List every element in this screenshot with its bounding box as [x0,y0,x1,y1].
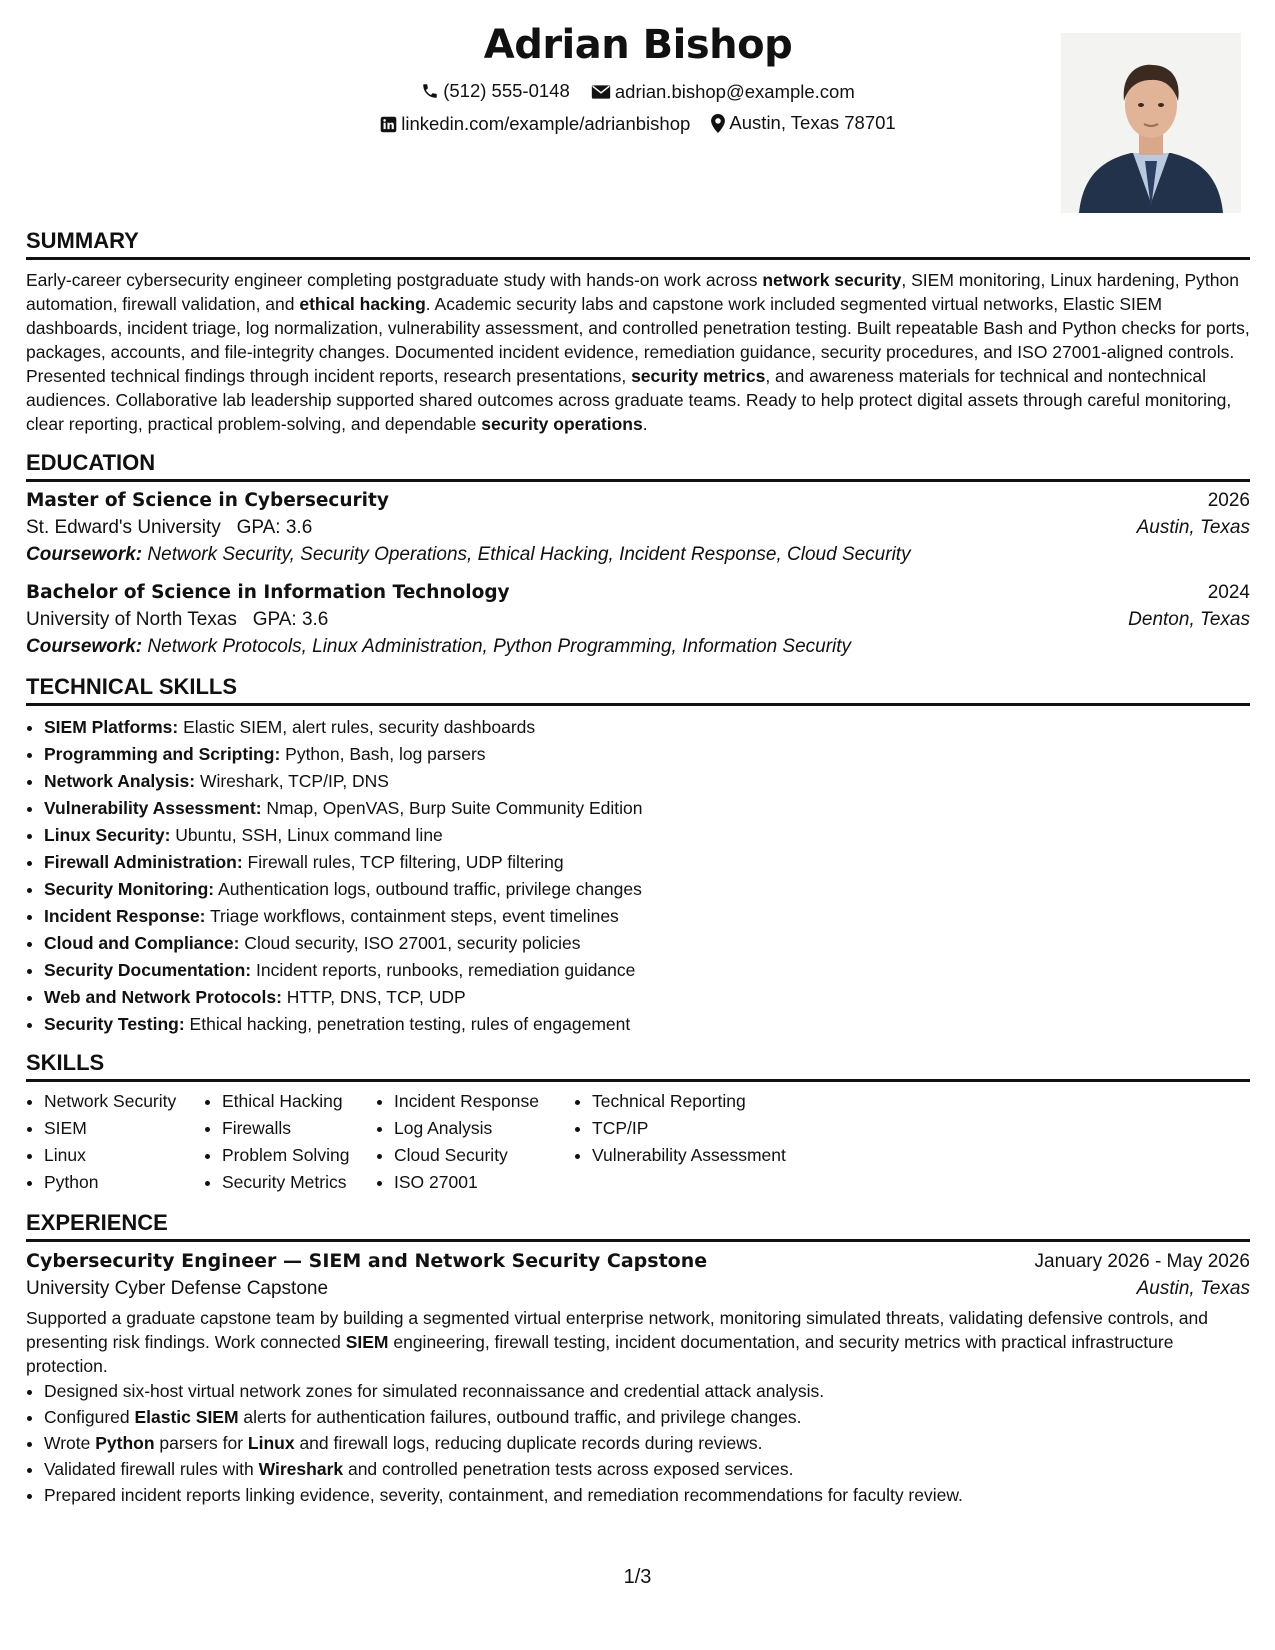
list-item [44,795,1250,822]
list-item [44,876,1250,903]
skill-category: Web and Network Protocols: [44,987,282,1007]
list-item: • Problem Solving [222,1142,376,1169]
skill-category: Firewall Administration: [44,852,243,872]
list-item: • Technical Reporting [592,1088,852,1115]
list-item [44,822,1250,849]
bullet-bold: Wireshark [258,1459,344,1479]
skill-values: Ubuntu, SSH, Linux command line [170,825,443,845]
experience-section [26,1210,1250,1508]
linkedin-icon [380,116,397,133]
coursework-label: Coursework: [26,544,143,565]
summary-paragraph [26,268,1250,436]
list-item: • TCP/IP [592,1115,852,1142]
skill-category: Cloud and Compliance: [44,933,240,953]
bullet-text: Validated firewall rules with [44,1459,259,1479]
skill-category: Network Analysis: [44,771,196,791]
experience-entry [26,1250,1250,1508]
bullet-text: Designed six-host virtual network zones for simulated reconnaissance and credential attack analysis. [44,1381,825,1401]
skill-category: Linux Security: [44,825,171,845]
experience-heading: EXPERIENCE [26,1210,1250,1242]
institution-name: St. Edward's University [26,517,221,538]
page-number: 1/3 [623,1566,652,1588]
skill-values: HTTP, DNS, TCP, UDP [281,987,466,1007]
list-item [44,957,1250,984]
summary-text-5: . [642,414,648,434]
bullet-text: Configured [44,1407,135,1427]
skill-category: SIEM Platforms: [44,717,179,737]
list-item [44,714,1250,741]
job-description [26,1306,1250,1378]
education-entry [26,582,1250,658]
summary-section [26,228,1250,436]
phone-icon [421,82,439,100]
skill-category: Security Monitoring: [44,879,215,899]
education-section [26,450,1250,658]
gpa: GPA: 3.6 [252,609,329,630]
coursework-list: Network Security, Security Operations, Ethical Hacking, Incident Response, Cloud Security [142,544,911,565]
bullet-text: and controlled penetration tests across exposed services. [343,1459,794,1479]
job-dates: January 2026 - May 2026 [1034,1251,1250,1272]
skills-column [376,1088,574,1196]
summary-text-4: , and awareness materials for technical and nontechnical audiences. Collaborative lab leadership supported shared outcomes across graduate teams. Ready to help protect digital assets through careful monitoring, clear reporting, practical problem-solving, and dependable [26,366,1232,434]
skills-heading: SKILLS [26,1050,1250,1082]
summary-text-1: Early-career cybersecurity engineer completing postgraduate study with hands-on work across [26,270,763,290]
candidate-name: Adrian Bishop [483,22,793,68]
bullet-text: parsers for [154,1433,248,1453]
list-item [44,849,1250,876]
skill-values: Cloud security, ISO 27001, security policies [239,933,581,953]
graduation-year: 2026 [1207,490,1250,511]
bullet-text: and firewall logs, reducing duplicate records during reviews. [294,1433,763,1453]
list-item: • ISO 27001 [394,1169,574,1196]
job-bullets [26,1378,1250,1508]
skill-values: Triage workflows, containment steps, event timelines [205,906,619,926]
education-heading: EDUCATION [26,450,1250,482]
bullet-text: Prepared incident reports linking evidence, severity, containment, and remediation recommendations for faculty review. [44,1485,963,1505]
bullet-bold: Elastic SIEM [134,1407,239,1427]
job-desc-bold: SIEM [345,1332,389,1352]
linkedin-text: linkedin.com/example/adrianbishop [401,113,691,134]
list-item: • Cloud Security [394,1142,574,1169]
bullet-text: alerts for authentication failures, outbound traffic, and privilege changes. [238,1407,802,1427]
summary-text-3: . Academic security labs and capstone work included segmented virtual networks, Elastic SIEM dashboards, incident triage, log normalization, vulnerability assessment, and controlled penetration testing. Built repeatable Bash and Python checks for ports, packages, accounts, and file-integrity changes. Documented incident evidence, remediation guidance, security procedures, and ISO 27001-aligned controls. Presented technical findings through incident reports, research presentations, [26,294,1250,386]
email-text: adrian.bishop@example.com [614,81,855,102]
list-item: • Log Analysis [394,1115,574,1142]
skills-column [574,1088,852,1196]
list-item [44,984,1250,1011]
technical-skills-section [26,674,1250,1038]
skill-values: Wireshark, TCP/IP, DNS [195,771,389,791]
resume-page [26,18,1250,1508]
map-pin-icon [711,114,725,133]
resume-header [26,18,1250,228]
institution [26,609,328,631]
skill-category: Vulnerability Assessment: [44,798,262,818]
summary-bold-3: security metrics [631,366,766,386]
skill-category: Security Documentation: [44,960,252,980]
institution-name: University of North Texas [26,609,237,630]
bullet-bold: Linux [247,1433,295,1453]
location-text: Austin, Texas 78701 [729,112,896,133]
bullet-bold: Python [95,1433,155,1453]
skill-values: Ethical hacking, penetration testing, rules of engagement [184,1014,631,1034]
education-location: Austin, Texas [1136,517,1250,538]
summary-bold-4: security operations [481,414,643,434]
job-title: Cybersecurity Engineer — SIEM and Network Security Capstone [26,1250,708,1272]
skills-grid [26,1088,1250,1196]
job-desc-text-1: Supported a graduate capstone team by building a segmented virtual enterprise network, monitoring simulated threats, validating defensive controls, and presenting risk findings. Work connected [26,1308,1208,1352]
graduation-year: 2024 [1207,582,1250,603]
list-item: • Firewalls [222,1115,376,1142]
coursework-list: Network Protocols, Linux Administration, Python Programming, Information Security [142,636,852,657]
bullet-text: Wrote [44,1433,96,1453]
list-item [44,768,1250,795]
summary-bold-2: ethical hacking [299,294,426,314]
phone-contact[interactable] [421,80,570,102]
summary-text-2: , SIEM monitoring, Linux hardening, Python automation, firewall validation, and [26,270,1239,314]
skill-values: Firewall rules, TCP filtering, UDP filtering [242,852,564,872]
linkedin-contact[interactable] [380,113,690,135]
skill-values: Nmap, OpenVAS, Burp Suite Community Edition [261,798,643,818]
phone-text: (512) 555-0148 [443,80,570,101]
coursework [26,636,1250,658]
list-item [44,1404,1250,1430]
skill-values: Python, Bash, log parsers [280,744,486,764]
education-location: Denton, Texas [1128,609,1250,630]
envelope-icon [591,84,611,100]
list-item: • Vulnerability Assessment [592,1142,852,1169]
list-item [44,1378,1250,1404]
education-entry [26,490,1250,566]
email-contact[interactable] [591,81,855,103]
portrait-image [1061,33,1241,213]
job-location: Austin, Texas [1136,1278,1250,1299]
skill-values: Elastic SIEM, alert rules, security dashboards [178,717,536,737]
summary-bold-1: network security [762,270,902,290]
institution [26,517,312,539]
technical-skills-list [26,714,1250,1038]
skill-category: Programming and Scripting: [44,744,281,764]
coursework-label: Coursework: [26,636,143,657]
list-item: • Python [44,1169,204,1196]
list-item [44,741,1250,768]
gpa: GPA: 3.6 [236,517,313,538]
degree-title: Master of Science in Cybersecurity [26,490,389,511]
list-item [44,1011,1250,1038]
degree-title: Bachelor of Science in Information Technology [26,582,510,603]
skill-values: Incident reports, runbooks, remediation guidance [251,960,636,980]
list-item: • Network Security [44,1088,204,1115]
summary-heading: SUMMARY [26,228,1250,260]
coursework [26,544,1250,566]
list-item: • Security Metrics [222,1169,376,1196]
list-item: • Ethical Hacking [222,1088,376,1115]
list-item: • Linux [44,1142,204,1169]
technical-skills-heading: TECHNICAL SKILLS [26,674,1250,706]
skill-values: Authentication logs, outbound traffic, privilege changes [214,879,642,899]
skills-section [26,1050,1250,1196]
list-item [44,1430,1250,1456]
location-contact [711,112,895,134]
skills-column [204,1088,376,1196]
list-item [44,1482,1250,1508]
job-desc-text-2: engineering, firewall testing, incident documentation, and security metrics with practical infrastructure protection. [26,1332,1174,1376]
list-item [44,930,1250,957]
list-item [44,1456,1250,1482]
list-item: • SIEM [44,1115,204,1142]
profile-photo [1061,33,1241,213]
skill-category: Incident Response: [44,906,206,926]
list-item: • Incident Response [394,1088,574,1115]
skills-column [26,1088,204,1196]
list-item [44,903,1250,930]
skill-category: Security Testing: [44,1014,185,1034]
job-organization: University Cyber Defense Capstone [26,1278,329,1299]
